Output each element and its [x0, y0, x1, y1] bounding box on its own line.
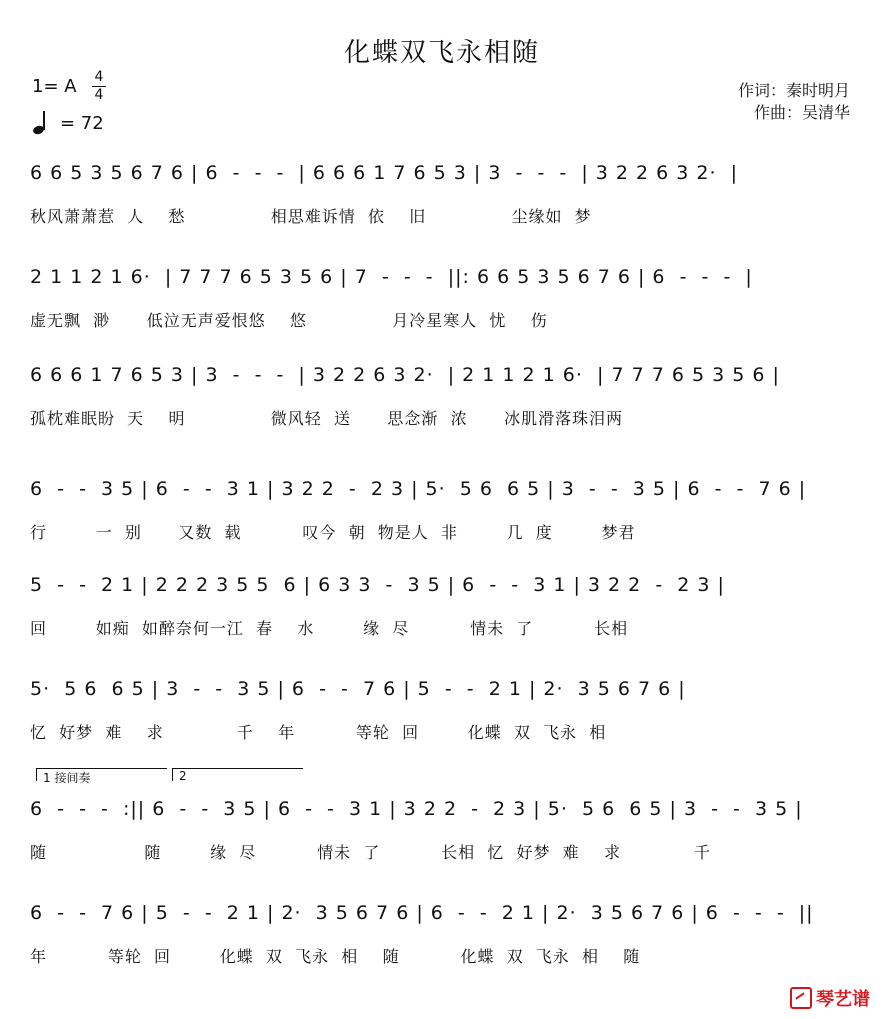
site-logo	[790, 985, 870, 1011]
notation-line: 2 1 1 2 1 6· | 7 7 7 6 5 3 5 6 | 7 - - - ||: 6 6 5 3 5 6 7 6 | 6 - - - |	[30, 266, 753, 288]
notation-line: 6 6 5 3 5 6 7 6 | 6 - - - | 6 6 6 1 7 6 5 3 | 3 - - - | 3 2 2 6 3 2· |	[30, 162, 739, 184]
meter-bottom: 4	[94, 87, 104, 103]
logo-text: 琴艺谱	[816, 989, 870, 1010]
logo-icon	[790, 987, 812, 1009]
lyrics-line: 虚无飘 渺 低泣无声爱恨悠 悠 月冷星寒人 忧 伤	[30, 311, 548, 330]
notation-line: 5 - - 2 1 | 2 2 2 3 5 5 6 | 6 3 3 - 3 5 | 6 - - 3 1 | 3 2 2 - 2 3 |	[30, 574, 725, 596]
lyricist: 作词：秦时明月	[737, 81, 850, 100]
notation-line: 5· 5 6 6 5 | 3 - - 3 5 | 6 - - 7 6 | 5 - - 2 1 | 2· 3 5 6 7 6 |	[30, 678, 686, 700]
lyrics-line: 孤枕难眠盼 天 明 微风轻 送 思念渐 浓 冰肌滑落珠泪两	[30, 409, 624, 428]
second-ending-bracket: 2	[172, 768, 303, 781]
tempo-value: = 72	[60, 112, 104, 134]
lyrics-line: 忆 好梦 难 求 千 年 等轮 回 化蝶 双 飞永 相	[30, 723, 607, 742]
composer: 作曲：吴清华	[753, 103, 850, 122]
lyrics-line: 年 等轮 回 化蝶 双 飞永 相 随 化蝶 双 飞永 相 随	[30, 947, 641, 966]
first-ending-bracket: 1 接间奏	[36, 768, 167, 781]
time-signature	[92, 70, 106, 103]
lyrics-line: 行 一 别 又数 载 叹今 朝 物是人 非 几 度 梦君	[30, 523, 636, 542]
notation-line: 6 - - 7 6 | 5 - - 2 1 | 2· 3 5 6 7 6 | 6 - - 2 1 | 2· 3 5 6 7 6 | 6 - - - ||	[30, 902, 814, 924]
key-signature: 1= A	[32, 76, 77, 97]
meter-top: 4	[94, 69, 104, 85]
lyrics-line: 随 随 缘 尽 情未 了 长相 忆 好梦 难 求 千	[30, 843, 712, 862]
lyrics-line: 秋风萧萧惹 人 愁 相思难诉情 依 旧 尘缘如 梦	[30, 207, 592, 226]
quarter-note-icon	[32, 112, 48, 134]
credits	[738, 80, 850, 124]
page-title: 化蝶双飞永相随	[343, 38, 540, 68]
notation-line: 6 6 6 1 7 6 5 3 | 3 - - - | 3 2 2 6 3 2· | 2 1 1 2 1 6· | 7 7 7 6 5 3 5 6 |	[30, 364, 780, 386]
notation-line: 6 - - - :|| 6 - - 3 5 | 6 - - 3 1 | 3 2 2 - 2 3 | 5· 5 6 6 5 | 3 - - 3 5 |	[30, 798, 803, 820]
lyrics-line: 回 如痴 如醉奈何一江 春 水 缘 尽 情未 了 长相	[30, 619, 629, 638]
notation-line: 6 - - 3 5 | 6 - - 3 1 | 3 2 2 - 2 3 | 5· 5 6 6 5 | 3 - - 3 5 | 6 - - 7 6 |	[30, 478, 807, 500]
tempo-marking	[32, 112, 104, 134]
